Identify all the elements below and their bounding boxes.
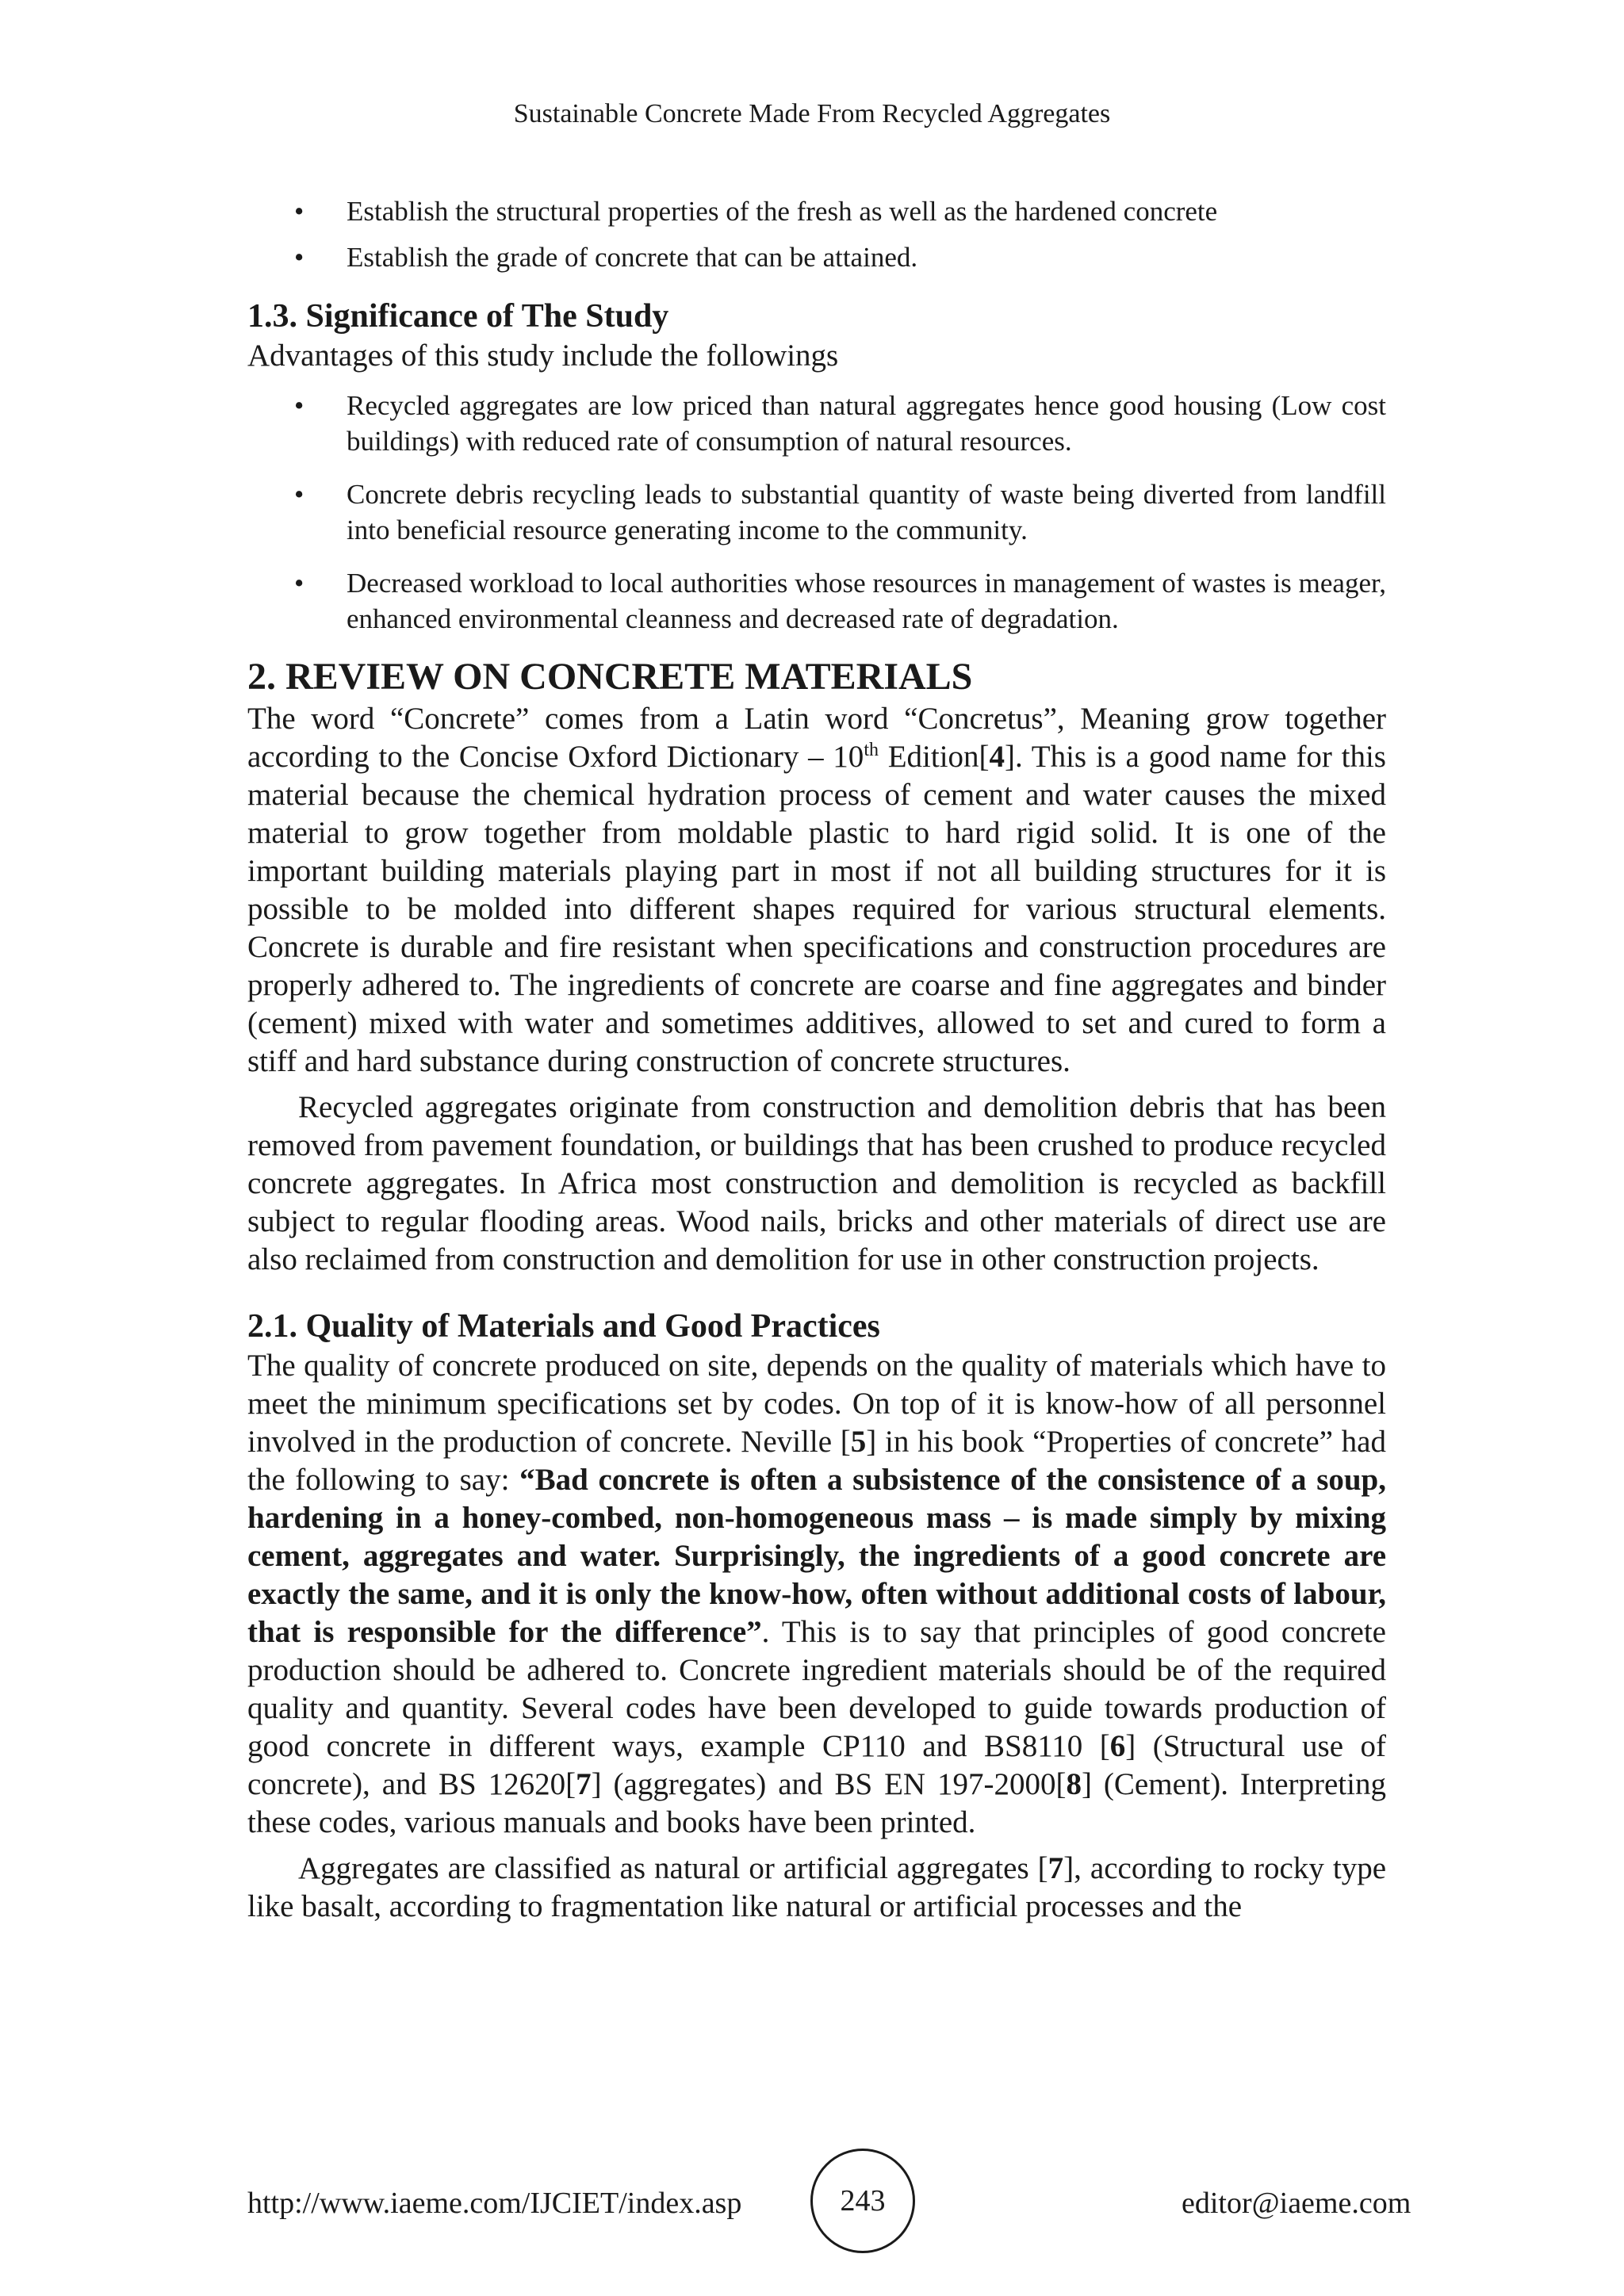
paragraph: Recycled aggregates originate from construction and demolition debris that has been removed from pavement foundation, or buildings that has been crushed to produce recycled concrete aggregates. In Africa most construction and demolition is recycled as backfill subject to regular flooding areas. Wood nails, bricks and other materials of direct use are also reclaimed from construction and demolition for use in other construction projects. (247, 1090, 1386, 1276)
section-heading-2: 2. REVIEW ON CONCRETE MATERIALS (247, 656, 973, 698)
citation-ref: 8 (1066, 1767, 1082, 1801)
section-heading-1-3: 1.3. Significance of The Study (247, 298, 669, 335)
page-content (247, 193, 1386, 1926)
paragraph (247, 1347, 1386, 1842)
section-intro: Advantages of this study include the followings (247, 339, 839, 373)
citation-ref: 6 (1109, 1729, 1126, 1763)
paragraph-text: The quality of concrete produced on site, depends on the quality of materials which have to meet the minimum specifications set by codes. On top of it is know-how of all personnel involved in the production of concrete. Neville [ (247, 1349, 1386, 1459)
bullet-icon: • (294, 479, 304, 510)
page-footer (0, 2149, 1624, 2260)
citation-ref: 7 (576, 1767, 592, 1801)
advantages-list (247, 388, 1386, 637)
list-item-text: Decreased workload to local authorities whose resources in management of wastes is meager, enhanced environmental cleanness and decreased rate of degradation. (347, 568, 1386, 634)
list-item (247, 388, 1386, 459)
paragraph-text: ] (Structural use of concrete), and BS 12620[ (247, 1729, 1386, 1801)
superscript: th (864, 740, 879, 760)
running-header: Sustainable Concrete Made From Recycled Aggregates (513, 99, 1111, 128)
list-item (247, 193, 1386, 229)
paragraph-text: ]. This is a good name for this material because the chemical hydration process of cement and water causes the mixed material to grow together from moldable plastic to hard rigid solid. It is one of the important building materials playing part in most if not all building structures for it is possible to be molded into different shapes required for various structural elements. Concrete is durable and fire resistant when specifications and construction procedures are properly adhered to. The ingredients of concrete are coarse and fine aggregates and binder (cement) mixed with water and sometimes additives, allowed to set and cured to form a stiff and hard substance during construction of concrete structures. (247, 740, 1386, 1078)
list-item-text: Concrete debris recycling leads to substantial quantity of waste being diverted from landfill into beneficial resource generating income to the community. (347, 479, 1386, 545)
paragraph-text: Aggregates are classified as natural or artificial aggregates [ (298, 1851, 1048, 1885)
citation-ref: 4 (989, 740, 1005, 774)
list-item-text: Recycled aggregates are low priced than natural aggregates hence good housing (Low cost buildings) with reduced rate of consumption of natural resources. (347, 390, 1386, 457)
paragraph-text: ] in his book “Properties of concrete” had the following to say: (247, 1425, 1386, 1497)
footer-email: editor@iaeme.com (1182, 2187, 1411, 2220)
list-item (247, 565, 1386, 637)
list-item (247, 239, 1386, 275)
footer-url: http://www.iaeme.com/IJCIET/index.asp (247, 2187, 742, 2220)
objectives-list (247, 193, 1386, 275)
quoted-text: “Bad concrete is often a subsistence of the consistence of a soup, hardening in a honey-combed, non-homogeneous mass – is made simply by mixing cement, aggregates and water. Surprisingly, the ingredients of a good concrete are exactly the same, and it is only the know-how, often without additional costs of labour, that is responsible for the difference” (247, 1463, 1386, 1649)
list-item-text: Establish the grade of concrete that can be attained. (347, 242, 918, 273)
citation-ref: 7 (1048, 1851, 1064, 1885)
citation-ref: 5 (850, 1425, 867, 1459)
section-heading-2-1: 2.1. Quality of Materials and Good Practices (247, 1308, 880, 1345)
paragraph-text: The word “Concrete” comes from a Latin word “Concretus”, Meaning grow together according to the Concise Oxford Dictionary – 10 (247, 702, 1386, 774)
bullet-icon: • (294, 196, 304, 227)
bullet-icon: • (294, 242, 304, 273)
bullet-icon: • (294, 390, 304, 421)
paragraph-text: ], according to rocky type like basalt, according to fragmentation like natural or artificial processes and the (247, 1851, 1386, 1923)
paragraph (247, 700, 1386, 1081)
paragraph (247, 1850, 1386, 1926)
list-item (247, 476, 1386, 548)
paragraph-text: ] (aggregates) and BS EN 197-2000[ (591, 1767, 1067, 1801)
page-number: 243 (810, 2149, 915, 2253)
bullet-icon: • (294, 568, 304, 599)
list-item-text: Establish the structural properties of the fresh as well as the hardened concrete (347, 196, 1218, 227)
paragraph-text: ] (Cement). Interpreting these codes, various manuals and books have been printed. (247, 1767, 1386, 1839)
paragraph-text: Edition[ (878, 740, 990, 774)
paragraph-text: . This is to say that principles of good concrete production should be adhered to. Concrete ingredient materials should be of the required quality and quantity. Several codes have been developed to guide towards production of good concrete in different ways, example CP110 and BS8110 [ (247, 1615, 1386, 1763)
